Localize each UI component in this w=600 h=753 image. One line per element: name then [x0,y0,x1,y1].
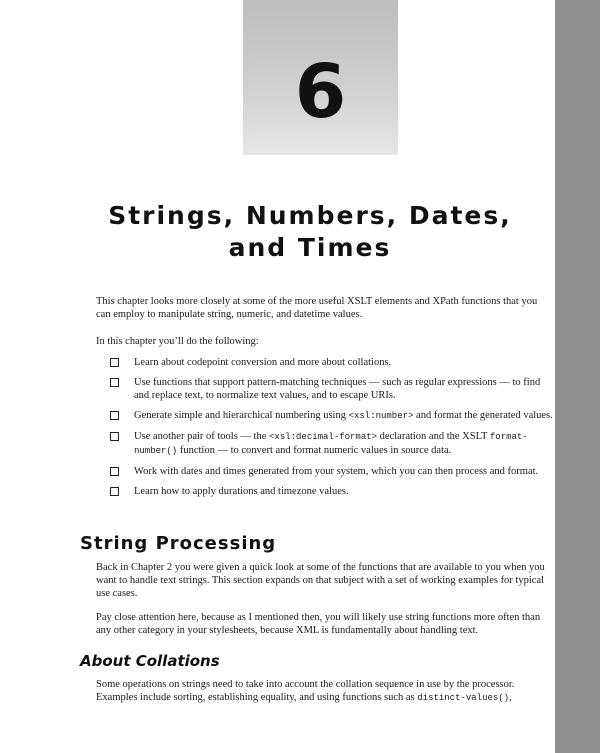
inline-code: <xsl:number> [348,411,414,421]
chapter-tab [243,0,398,155]
list-item-text-after: and format the generated values. [413,410,553,421]
inline-code: <xsl:decimal-format> [269,432,378,442]
inline-code: format-number() [134,432,528,456]
list-item-text: Work with dates and times generated from your system, which you can then process and format. [134,466,539,477]
list-item-text: Use functions that support pattern-matching techniques — such as regular expressions — to find and replace text, to normalize text values, and to escape URIs. [134,377,541,401]
list-item [110,465,555,478]
list-item [110,376,555,402]
checkbox-bullet-icon [110,432,119,441]
collations-text-before: Some operations on strings need to take into account the collation sequence in use by the processor. Examples include sorting, establishing equality, and using functions such as [96,679,515,703]
list-item-text-before: Use another pair of tools — the [134,431,270,442]
checkbox-bullet-icon [110,467,119,476]
chapter-title-line-2: and Times [228,233,392,262]
checkbox-bullet-icon [110,378,119,387]
list-item-text-after: function — to convert and format numeric values in source data. [177,445,452,456]
list-item-text: Learn how to apply durations and timezone values. [134,486,349,497]
checkbox-bullet-icon [110,358,119,367]
string-paragraph-2: Pay close attention here, because as I mentioned then, you will likely use string functions more often than any other category in your stylesheets, because XML is fundamentally about handling text. [96,612,541,636]
collations-paragraph [96,678,551,705]
list-item [110,356,555,369]
chapter-title [60,200,560,264]
intro-lead: In this chapter you’ll do the following: [96,336,259,347]
inline-code: distinct-values() [417,693,510,703]
list-item-text: Learn about codepoint conversion and more about collations. [134,357,392,368]
objectives-list [110,356,555,505]
intro-paragraph: This chapter looks more closely at some of the more useful XSLT elements and XPath functions that you can employ to manipulate string, numeric, and datetime values. [96,296,538,320]
list-item [110,430,555,458]
checkbox-bullet-icon [110,411,119,420]
chapter-number: 6 [294,49,347,135]
string-paragraph-1: Back in Chapter 2 you were given a quick look at some of the functions that are available to you when you want to handle text strings. This section expands on that subject with a set of working examples for typical use cases. [96,562,545,599]
section-heading-about-collations: About Collations [80,652,220,670]
list-item [110,409,555,423]
chapter-title-line-1: Strings, Numbers, Dates, [108,201,512,230]
list-item [110,485,555,498]
list-item-text-before: Generate simple and hierarchical numbering using [134,410,349,421]
section-heading-string-processing: String Processing [80,533,277,554]
list-item-text-middle: declaration and the XSLT [377,431,490,442]
collations-text-after: , [509,692,512,703]
page-edge-band [555,0,600,753]
checkbox-bullet-icon [110,487,119,496]
